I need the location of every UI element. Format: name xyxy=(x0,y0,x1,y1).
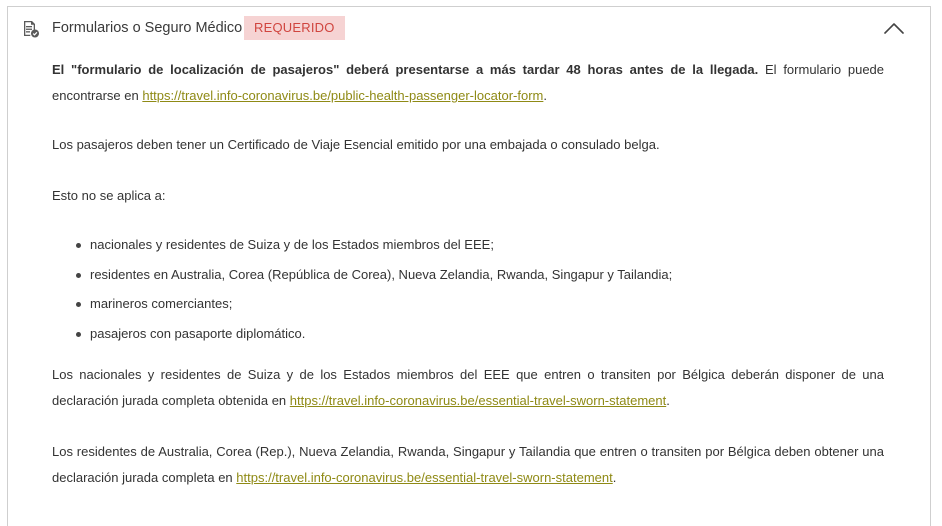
panel-header[interactable] xyxy=(8,7,930,49)
paragraph-text-end: . xyxy=(666,393,670,408)
list-item xyxy=(52,321,884,351)
requirements-panel xyxy=(7,6,931,526)
section-title: Formularios o Seguro Médico xyxy=(52,20,243,36)
bullet-icon xyxy=(76,273,81,278)
list-item-text: residentes en Australia, Corea (República de Corea), Nueva Zelandia, Rwanda, Singapur y Tailandia; xyxy=(90,266,673,282)
bullet-icon xyxy=(76,302,81,307)
list-item-text: marineros comerciantes; xyxy=(90,296,233,311)
paragraph-text: El formulario puede encontrarse en xyxy=(52,62,885,103)
list-item-text: pasajeros con pasaporte diplomático. xyxy=(90,325,306,341)
paragraph-locator-form xyxy=(52,57,884,109)
sworn-statement-link[interactable]: https://travel.info-coronavirus.be/essential-travel-sworn-statement xyxy=(236,470,613,485)
bullet-icon xyxy=(76,332,81,337)
paragraph-residents-statement xyxy=(52,439,884,491)
bullet-icon xyxy=(76,243,81,248)
list-item xyxy=(52,232,884,262)
paragraph-eee-statement xyxy=(52,362,884,414)
document-check-icon xyxy=(22,20,40,38)
list-item-text: nacionales y residentes de Suiza y de los Estados miembros del EEE; xyxy=(90,237,494,252)
paragraph-bold-lead: El "formulario de localización de pasajeros" deberá presentarse a más tardar 48 horas antes de la llegada. xyxy=(52,62,759,77)
paragraph-text: Los nacionales y residentes de Suiza y de los Estados miembros del EEE que entren o transiten por Bélgica deberán disponer de una declaración jurada completa obtenida en xyxy=(52,367,884,408)
list-item xyxy=(52,291,884,321)
paragraph-certificate: Los pasajeros deben tener un Certificado de Viaje Esencial emitido por una embajada o consulado belga. xyxy=(52,137,660,152)
paragraph-text-end: . xyxy=(543,88,547,103)
chevron-up-icon[interactable] xyxy=(882,16,906,40)
locator-form-link[interactable]: https://travel.info-coronavirus.be/public-health-passenger-locator-form xyxy=(142,88,544,103)
paragraph-exceptions-intro: Esto no se aplica a: xyxy=(52,188,166,203)
sworn-statement-link[interactable]: https://travel.info-coronavirus.be/essential-travel-sworn-statement xyxy=(289,393,667,408)
paragraph-text: Los residentes de Australia, Corea (Rep.), Nueva Zelandia, Rwanda, Singapur y Tailandia que entren o transiten por Bélgica deben obtener una declaración jurada completa en xyxy=(52,444,884,485)
exceptions-list xyxy=(52,232,884,350)
list-item xyxy=(52,262,884,292)
paragraph-text-end: . xyxy=(612,470,617,485)
required-badge: REQUERIDO xyxy=(244,16,345,40)
